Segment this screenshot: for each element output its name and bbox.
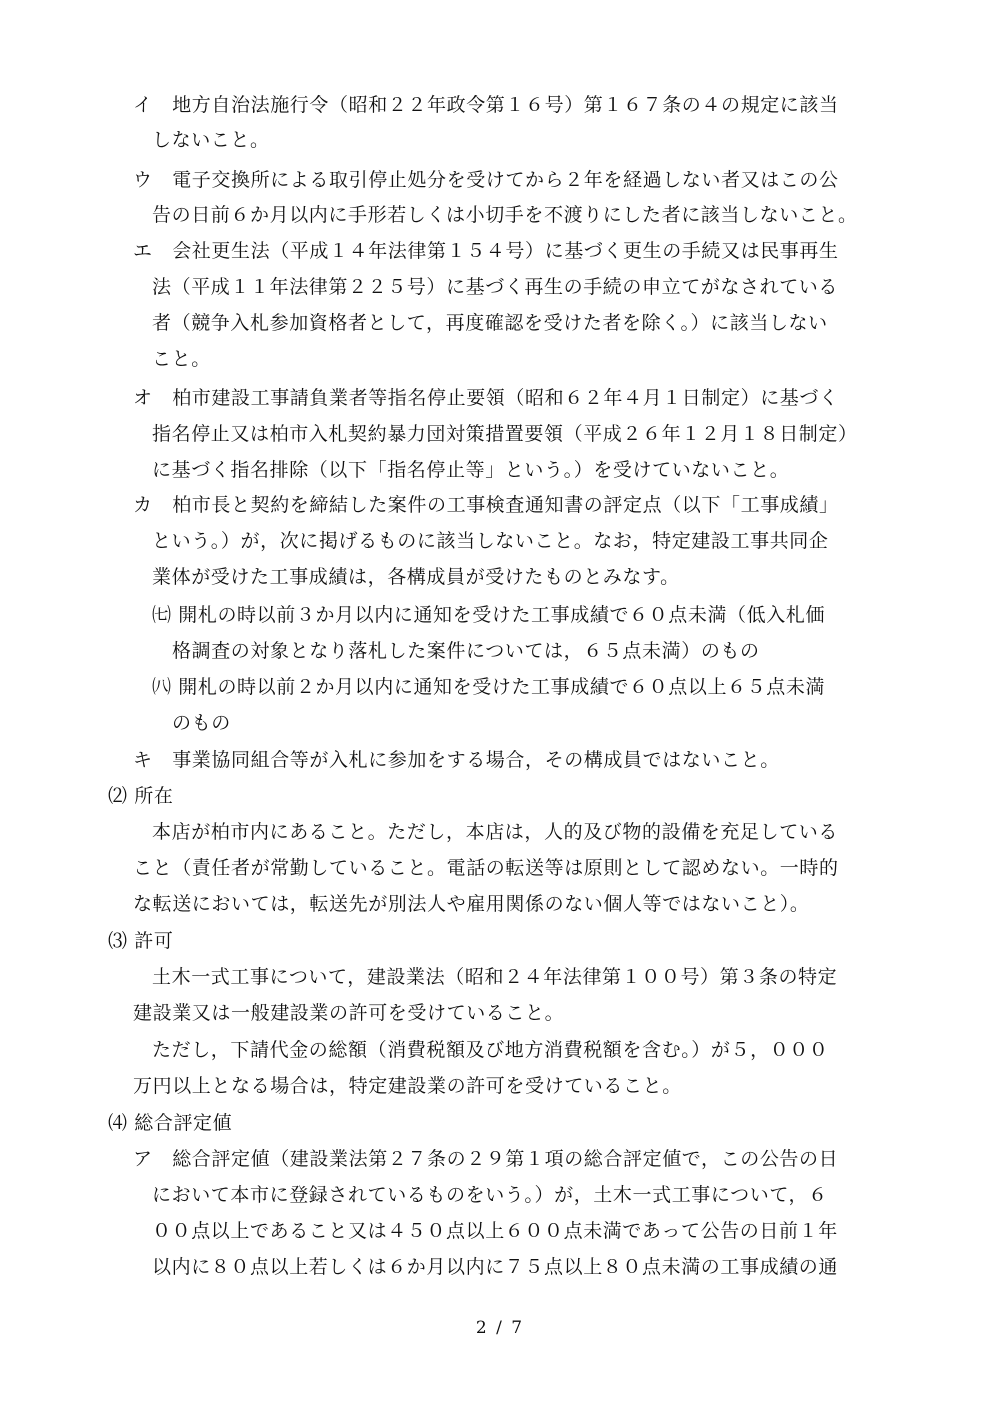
section-4-item-a-line-1: ア 総合評定値（建設業法第２７条の２９第１項の総合評定値で，この公告の日 — [133, 1148, 839, 1170]
section-4-heading: ⑷ 総合評定値 — [108, 1112, 233, 1134]
section-3-heading: ⑶ 許可 — [108, 930, 174, 952]
subitem-i-line-1: ㈧ 開札の時以前２か月以内に通知を受けた工事成績で６０点以上６５点未満 — [152, 676, 826, 698]
section-2-body-line-1: 本店が柏市内にあること。ただし，本店は，人的及び物的設備を充足している — [152, 821, 839, 843]
item-i-line-1: イ 地方自治法施行令（昭和２２年政令第１６号）第１６７条の４の規定に該当 — [133, 94, 839, 116]
item-ka-line-2: という。）が，次に掲げるものに該当しないこと。なお，特定建設工事共同企 — [152, 530, 829, 552]
section-4-item-a-line-3: ００点以上であること又は４５０点以上６００点未満であって公告の日前１年 — [152, 1220, 838, 1242]
section-3-body2-line-1: ただし，下請代金の総額（消費税額及び地方消費税額を含む。）が５，０００ — [152, 1039, 829, 1061]
item-u-line-1: ウ 電子交換所による取引停止処分を受けてから２年を経過しない者又はこの公 — [133, 169, 839, 191]
subitem-i-line-2: のもの — [172, 712, 231, 734]
item-ka-line-1: カ 柏市長と契約を締結した案件の工事検査通知書の評定点（以下「工事成績」 — [133, 494, 839, 516]
section-3-body2-line-2: 万円以上となる場合は，特定建設業の許可を受けていること。 — [133, 1075, 682, 1097]
item-o-line-1: オ 柏市建設工事請負業者等指名停止要領（昭和６２年４月１日制定）に基づく — [133, 387, 839, 409]
page-number: 2 / 7 — [475, 1318, 525, 1338]
item-o-line-2: 指名停止又は柏市入札契約暴力団対策措置要領（平成２６年１２月１８日制定） — [152, 423, 858, 445]
item-o-line-3: に基づく指名排除（以下「指名停止等」という。）を受けていないこと。 — [152, 459, 790, 481]
section-3-body1-line-2: 建設業又は一般建設業の許可を受けていること。 — [133, 1002, 565, 1024]
section-4-item-a-line-4: 以内に８０点以上若しくは６か月以内に７５点以上８０点未満の工事成績の通 — [152, 1256, 839, 1278]
item-i-line-2: しないこと。 — [152, 129, 270, 151]
item-e-line-1: エ 会社更生法（平成１４年法律第１５４号）に基づく更生の手続又は民事再生 — [133, 240, 839, 262]
item-e-line-2: 法（平成１１年法律第２２５号）に基づく再生の手続の申立てがなされている — [152, 276, 839, 298]
item-e-line-4: こと。 — [152, 348, 211, 370]
section-3-body1-line-1: 土木一式工事について，建設業法（昭和２４年法律第１００号）第３条の特定 — [152, 966, 838, 988]
item-u-line-2: 告の日前６か月以内に手形若しくは小切手を不渡りにした者に該当しないこと。 — [152, 204, 858, 226]
subitem-a-line-1: ㈦ 開札の時以前３か月以内に通知を受けた工事成績で６０点未満（低入札価 — [152, 604, 826, 626]
item-e-line-3: 者（競争入札参加資格者として，再度確認を受けた者を除く。）に該当しない — [152, 312, 828, 334]
subitem-a-line-2: 格調査の対象となり落札した案件については，６５点未満）のもの — [172, 640, 760, 662]
section-2-heading: ⑵ 所在 — [108, 785, 174, 807]
section-2-body-line-3: な転送においては，転送先が別法人や雇用関係のない個人等ではないこと）。 — [133, 893, 810, 915]
item-ka-line-3: 業体が受けた工事成績は，各構成員が受けたものとみなす。 — [152, 566, 680, 588]
item-ki-line-1: キ 事業協同組合等が入札に参加をする場合，その構成員ではないこと。 — [133, 749, 780, 771]
section-4-item-a-line-2: において本市に登録されているものをいう。）が，土木一式工事について，６ — [152, 1184, 828, 1206]
section-2-body-line-2: こと（責任者が常勤していること。電話の転送等は原則として認めない。一時的 — [133, 857, 839, 879]
